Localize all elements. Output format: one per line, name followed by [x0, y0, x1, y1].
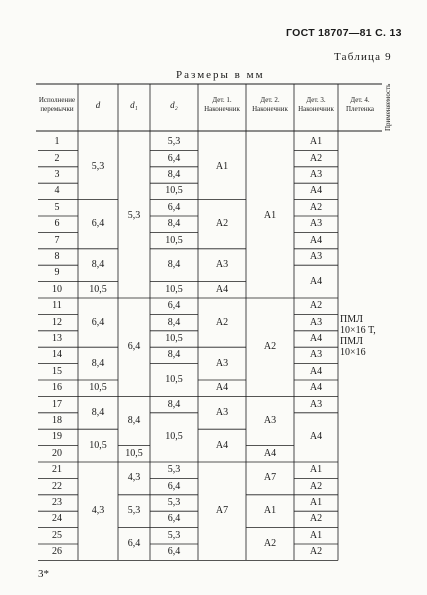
cell-d2: 8,4 [167, 169, 181, 180]
cell-det3: A2 [309, 546, 323, 558]
page-header: ГОСТ 18707—81 С. 13 [286, 27, 402, 39]
cell-d: 4,3 [91, 505, 105, 517]
det4-line: ПМЛ [340, 336, 363, 348]
row-number: 7 [54, 234, 60, 246]
col-header-det2: Дет. 2. Наконечник [252, 96, 288, 113]
cell-det3: A2 [309, 201, 323, 213]
row-number: 3 [54, 169, 60, 180]
cell-d1: 6,4 [127, 341, 141, 353]
cell-d: 6,4 [91, 218, 105, 230]
cell-d1: 5,3 [127, 505, 141, 517]
table-caption: Размеры в мм [176, 69, 265, 81]
cell-d: 8,4 [91, 357, 105, 369]
det4-line: 10×16 [340, 347, 366, 359]
cell-d2: 10,5 [165, 234, 183, 246]
cell-det3: A4 [309, 333, 323, 344]
cell-det1: A3 [215, 357, 229, 369]
row-number: 1 [54, 136, 60, 148]
cell-det2: A7 [263, 472, 277, 484]
cell-d2: 8,4 [167, 349, 181, 361]
col-header-d1: d₁ [130, 100, 138, 110]
cell-det3: A4 [309, 431, 323, 443]
col-header-applicability: Применяемость [384, 83, 392, 131]
cell-det3: A4 [309, 185, 323, 197]
cell-det3: A1 [309, 464, 323, 476]
cell-d2: 6,4 [167, 300, 181, 312]
col-header-det4: Дет. 4. Плетенка [346, 96, 374, 113]
cell-det3: A3 [309, 398, 323, 410]
cell-d2: 5,3 [167, 136, 181, 148]
cell-d: 10,5 [89, 382, 107, 394]
cell-det3: A3 [309, 251, 323, 262]
cell-det3: A2 [309, 152, 323, 164]
row-number: 11 [52, 300, 62, 312]
cell-det3: A2 [309, 480, 323, 492]
cell-d1: 6,4 [127, 538, 141, 549]
cell-d: 6,4 [91, 316, 105, 328]
cell-d: 8,4 [91, 259, 105, 271]
cell-det3: A2 [309, 300, 323, 312]
cell-d2: 10,5 [165, 374, 183, 385]
row-number: 17 [52, 398, 62, 410]
row-number: 10 [52, 283, 62, 295]
cell-det2: A1 [263, 210, 277, 221]
cell-det2: A2 [263, 341, 277, 353]
row-number: 2 [54, 152, 60, 164]
cell-det1: A4 [215, 439, 229, 451]
row-number: 14 [52, 349, 62, 361]
cell-det1: A1 [215, 160, 229, 172]
row-number: 20 [52, 447, 62, 459]
cell-d: 5,3 [91, 160, 105, 172]
row-number: 9 [54, 267, 60, 279]
cell-det1: A2 [215, 316, 229, 328]
row-number: 13 [52, 333, 62, 344]
cell-det3: A4 [309, 382, 323, 394]
cell-d2: 8,4 [167, 259, 181, 271]
det4-line: 10×16 Т, [340, 325, 376, 337]
cell-d2: 10,5 [165, 431, 183, 443]
cell-d2: 6,4 [167, 546, 181, 558]
cell-det2: A1 [263, 505, 277, 517]
row-number: 5 [54, 201, 60, 213]
cell-d2: 6,4 [167, 480, 181, 492]
cell-d2: 8,4 [167, 218, 181, 230]
cell-det3: A1 [309, 529, 323, 541]
cell-det2: A2 [263, 538, 277, 549]
table-label: Таблица 9 [334, 51, 392, 63]
cell-d2: 10,5 [165, 185, 183, 197]
det4-line: ПМЛ [340, 314, 363, 326]
cell-det3: A4 [309, 275, 323, 287]
cell-det3: A3 [309, 169, 323, 180]
cell-det3: A3 [309, 349, 323, 361]
row-number: 24 [52, 513, 62, 525]
cell-d2: 6,4 [167, 201, 181, 213]
cell-d2: 5,3 [167, 529, 181, 541]
cell-d2: 10,5 [165, 283, 183, 295]
cell-d2: 5,3 [167, 464, 181, 476]
cell-det3: A3 [309, 218, 323, 230]
row-number: 18 [52, 415, 62, 426]
cell-det3: A4 [309, 365, 323, 377]
row-number: 19 [52, 431, 62, 443]
row-number: 8 [54, 251, 60, 262]
cell-det1: A4 [215, 382, 229, 394]
row-number: 25 [52, 529, 62, 541]
col-header-det1: Дет. 1. Наконечник [204, 96, 240, 113]
cell-d2: 6,4 [167, 513, 181, 525]
row-number: 23 [52, 497, 62, 508]
cell-d1: 4,3 [127, 472, 141, 484]
cell-d: 8,4 [91, 406, 105, 418]
cell-det1: A3 [215, 406, 229, 418]
cell-d2: 5,3 [167, 497, 181, 508]
cell-d: 10,5 [89, 283, 107, 295]
cell-det1: A2 [215, 218, 229, 230]
cell-det1: A4 [215, 283, 229, 295]
cell-d2: 6,4 [167, 152, 181, 164]
cell-d1: 5,3 [127, 210, 141, 221]
cell-det3: A2 [309, 513, 323, 525]
cell-d: 10,5 [89, 439, 107, 451]
col-header-d2: d₂ [170, 100, 178, 110]
row-number: 21 [52, 464, 62, 476]
cell-d2: 10,5 [165, 333, 183, 344]
row-number: 16 [52, 382, 62, 394]
cell-det3: A4 [309, 234, 323, 246]
row-number: 4 [54, 185, 60, 197]
cell-d1: 10,5 [125, 447, 143, 459]
cell-det2: A4 [263, 447, 277, 459]
cell-det3: A1 [309, 497, 323, 508]
row-number: 12 [52, 316, 62, 328]
row-number: 26 [52, 546, 62, 558]
cell-d2: 8,4 [167, 316, 181, 328]
col-header-variant: Исполнение перемычки [38, 96, 76, 113]
row-number: 22 [52, 480, 62, 492]
col-header-d: d [95, 100, 101, 110]
page-footer: 3* [38, 568, 49, 580]
row-number: 6 [54, 218, 60, 230]
row-number: 15 [52, 365, 62, 377]
cell-det2: A3 [263, 415, 277, 426]
col-header-det3: Дет. 3. Наконечник [298, 96, 334, 113]
cell-det1: A3 [215, 259, 229, 271]
cell-d1: 8,4 [127, 415, 141, 426]
cell-det1: A7 [215, 505, 229, 517]
cell-det3: A3 [309, 316, 323, 328]
cell-d2: 8,4 [167, 398, 181, 410]
cell-det3: A1 [309, 136, 323, 148]
cell-det4 [340, 314, 382, 358]
